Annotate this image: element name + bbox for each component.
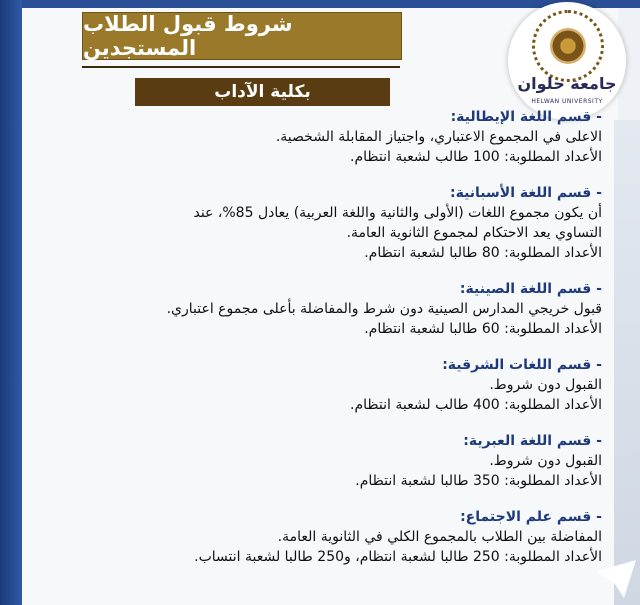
logo-emblem-icon [532,10,604,82]
subtitle-banner [135,78,390,106]
section-line: القبول دون شروط. [489,377,602,393]
university-logo [508,2,626,120]
section-line: القبول دون شروط. [489,453,602,469]
section-heading: - قسم اللغة الإيطالية: [450,109,602,125]
section-chinese [42,279,602,339]
left-frame-bar [0,0,22,605]
right-frame-shadow [614,120,640,605]
section-line: المفاضلة بين الطلاب بالمجموع الكلي في الثانوية العامة. [277,529,602,545]
section-heading: - قسم اللغة العبرية: [463,433,602,449]
section-hebrew [42,431,602,491]
section-line: الأعداد المطلوبة: 60 طالبا لشعبة انتظام. [364,321,602,337]
section-line: التساوي يعد الاحتكام لمجموع الثانوية العامة. [346,225,602,241]
title-banner [82,12,402,60]
section-sociology [42,507,602,567]
page-subtitle: بكلية الآداب [214,82,311,102]
section-line: الاعلى في المجموع الاعتباري، واجتياز المقابلة الشخصية. [275,129,602,145]
section-heading: - قسم اللغة الأسبانية: [449,185,602,201]
logo-english-name: HELWAN UNIVERSITY [531,98,603,105]
page-title: شروط قبول الطلاب المستجدين [83,12,293,60]
section-line: الأعداد المطلوبة: 100 طالب لشعبة انتظام. [350,149,602,165]
section-line: الأعداد المطلوبة: 250 طالبا لشعبة انتظام، و250 طالبا لشعبة انتساب. [194,549,602,565]
section-line: قبول خريجي المدارس الصينية دون شرط والمفاضلة بأعلى مجموع اعتباري. [166,301,602,317]
section-line: أن يكون مجموع اللغات (الأولى والثانية واللغة العربية) يعادل 85%، عند [193,205,602,221]
section-italian [42,107,602,167]
section-heading: - قسم علم الاجتماع: [460,509,602,525]
title-divider [82,66,400,68]
section-oriental [42,355,602,415]
section-spanish [42,183,602,263]
section-line: الأعداد المطلوبة: 80 طالبا لشعبة انتظام. [364,245,602,261]
section-line: الأعداد المطلوبة: 400 طالب لشعبة انتظام. [350,397,602,413]
sections-list [42,107,602,583]
section-heading: - قسم اللغات الشرقية: [442,357,602,373]
logo-arabic-name: جامعة حلوان [517,74,617,93]
section-heading: - قسم اللغة الصينية: [459,281,602,297]
section-line: الأعداد المطلوبة: 350 طالبا لشعبة انتظام. [355,473,602,489]
